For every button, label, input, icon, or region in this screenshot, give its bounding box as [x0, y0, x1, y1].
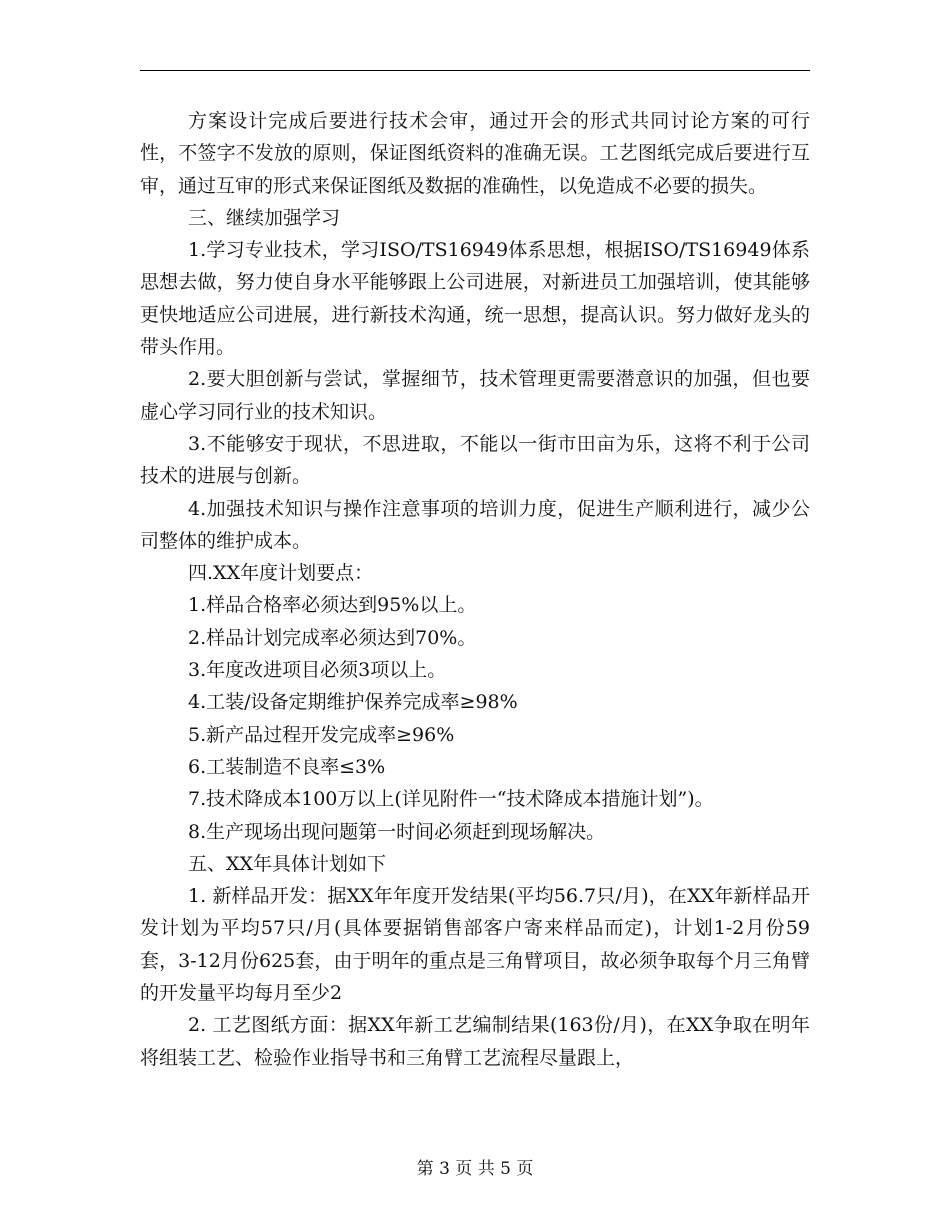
plan-point-4: 4.工装/设备定期维护保养完成率≥98%	[188, 691, 518, 714]
header-rule	[140, 70, 810, 71]
plan-point-2: 2.样品计划完成率必须达到70%。	[188, 626, 477, 649]
section-heading-3: 三、继续加强学习	[188, 206, 341, 229]
detail-plan-2: 2. 工艺图纸方面：据XX年新工艺编制结果(163份/月)，在XX争取在明年将组装工艺、检验作业指导书和三角臂工艺流程尽量跟上，	[140, 1014, 810, 1069]
plan-point-8: 8.生产现场出现问题第一时间必须赶到现场解决。	[188, 820, 606, 843]
plan-point-7: 7.技术降成本100万以上(详见附件一“技术降成本措施计划”)。	[188, 788, 714, 811]
page-footer: 第 3 页 共 5 页	[416, 1159, 534, 1179]
study-item-4: 4.加强技术知识与操作注意事项的培训力度，促进生产顺利进行，减少公司整体的维护成本。	[140, 497, 810, 552]
paragraph-review: 方案设计完成后要进行技术会审，通过开会的形式共同讨论方案的可行性，不签字不发放的原则，保证图纸资料的准确无误。工艺图纸完成后要进行互审，通过互审的形式来保证图纸及数据的准确性，以免造成不必要的损失。	[140, 110, 810, 197]
study-item-2: 2.要大胆创新与尝试，掌握细节，技术管理更需要潜意识的加强，但也要虚心学习同行业的技术知识。	[140, 368, 810, 423]
plan-point-1: 1.样品合格率必须达到95%以上。	[188, 594, 477, 617]
plan-point-3: 3.年度改进项目必须3项以上。	[188, 659, 447, 682]
document-body	[140, 105, 810, 1074]
study-item-3: 3.不能够安于现状，不思进取，不能以一街市田亩为乐，这将不利于公司技术的进展与创新。	[140, 432, 810, 488]
study-item-1: 1.学习专业技术，学习ISO/TS16949体系思想，根据ISO/TS16949体系思想去做，努力使自身水平能够跟上公司进展，对新进员工加强培训，使其能够更快地适应公司进展，进行新技术沟通，统一思想，提高认识。努力做好龙头的带头作用。	[140, 239, 810, 359]
plan-point-5: 5.新产品过程开发完成率≥96%	[188, 723, 455, 746]
section-heading-5: 五、XX年具体计划如下	[188, 852, 387, 875]
section-heading-4: 四.XX年度计划要点：	[188, 562, 374, 585]
detail-plan-1: 1. 新样品开发：据XX年年度开发结果(平均56.7只/月)，在XX年新样品开发计划为平均57只/月(具体要据销售部客户寄来样品而定)，计划1-2月份59套，3-12月份625套，由于明年的重点是三角臂项目，故必须争取每个月三角臂的开发量平均每月至少2	[140, 885, 810, 1005]
plan-point-6: 6.工装制造不良率≤3%	[188, 755, 386, 778]
